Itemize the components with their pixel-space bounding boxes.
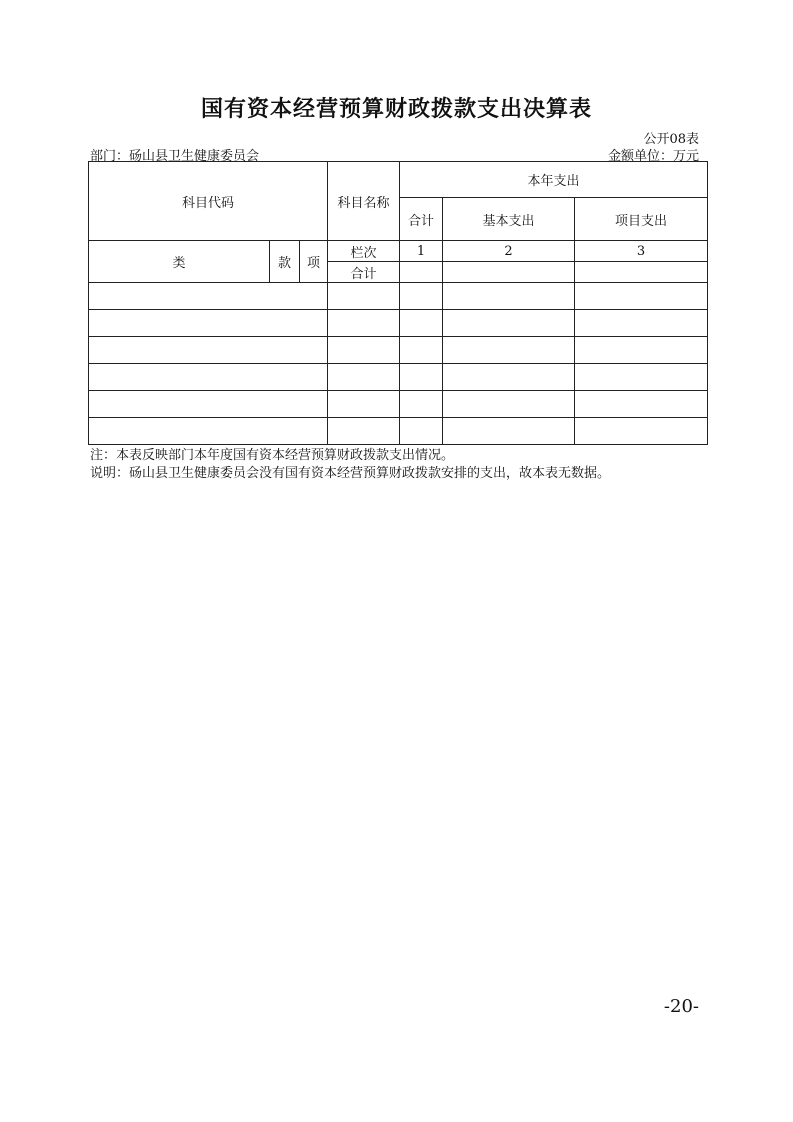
amount-unit-label: 金额单位：万元 xyxy=(607,149,699,164)
table-row xyxy=(89,310,708,337)
table-row xyxy=(89,364,708,391)
header-subject-code: 科目代码 xyxy=(89,162,328,241)
table-cell xyxy=(89,337,328,364)
table-cell xyxy=(328,337,400,364)
table-cell xyxy=(400,364,443,391)
department-label: 部门：砀山县卫生健康委员会 xyxy=(90,149,260,164)
table-cell xyxy=(328,364,400,391)
table-cell xyxy=(443,283,575,310)
table-row xyxy=(89,283,708,310)
table-cell xyxy=(89,391,328,418)
header-section: 款 xyxy=(270,241,300,283)
page-title: 国有资本经营预算财政拨款支出决算表 xyxy=(200,96,592,122)
total-row-cell xyxy=(400,262,443,283)
table-cell xyxy=(328,418,400,445)
table-cell xyxy=(443,310,575,337)
table-cell xyxy=(89,418,328,445)
table-row xyxy=(89,391,708,418)
column-index-label: 栏次 xyxy=(328,241,400,262)
table-cell xyxy=(443,418,575,445)
header-item: 项 xyxy=(300,241,328,283)
budget-expense-table xyxy=(88,161,708,445)
header-current-year-expense: 本年支出 xyxy=(400,162,708,198)
header-project-expense: 项目支出 xyxy=(575,198,708,241)
table-cell xyxy=(328,391,400,418)
table-cell xyxy=(443,391,575,418)
column-index-1: 1 xyxy=(400,241,443,262)
table-cell xyxy=(89,283,328,310)
table-cell xyxy=(328,283,400,310)
form-number: 公开08表 xyxy=(643,132,699,147)
table-cell xyxy=(328,310,400,337)
header-category: 类 xyxy=(89,241,270,283)
footnote: 注：本表反映部门本年度国有资本经营预算财政拨款支出情况。 xyxy=(90,448,455,463)
table-cell xyxy=(89,364,328,391)
table-cell xyxy=(443,364,575,391)
total-row-cell xyxy=(443,262,575,283)
table-cell xyxy=(575,418,708,445)
table-cell xyxy=(575,337,708,364)
table-cell xyxy=(89,310,328,337)
total-row-label: 合计 xyxy=(328,262,400,283)
table-cell xyxy=(575,364,708,391)
table-cell xyxy=(400,310,443,337)
header-subject-name: 科目名称 xyxy=(328,162,400,241)
table-cell xyxy=(575,391,708,418)
total-row-cell xyxy=(575,262,708,283)
table-row xyxy=(89,337,708,364)
table-cell xyxy=(400,418,443,445)
page-number: -20- xyxy=(663,996,699,1017)
column-index-2: 2 xyxy=(443,241,575,262)
table-cell xyxy=(575,310,708,337)
column-index-3: 3 xyxy=(575,241,708,262)
table-cell xyxy=(400,283,443,310)
table-cell xyxy=(400,391,443,418)
table-cell xyxy=(443,337,575,364)
explanation-note: 说明：砀山县卫生健康委员会没有国有资本经营预算财政拨款安排的支出，故本表无数据。 xyxy=(90,466,611,481)
table-cell xyxy=(575,283,708,310)
header-basic-expense: 基本支出 xyxy=(443,198,575,241)
header-total: 合计 xyxy=(400,198,443,241)
table-row xyxy=(89,418,708,445)
table-cell xyxy=(400,337,443,364)
